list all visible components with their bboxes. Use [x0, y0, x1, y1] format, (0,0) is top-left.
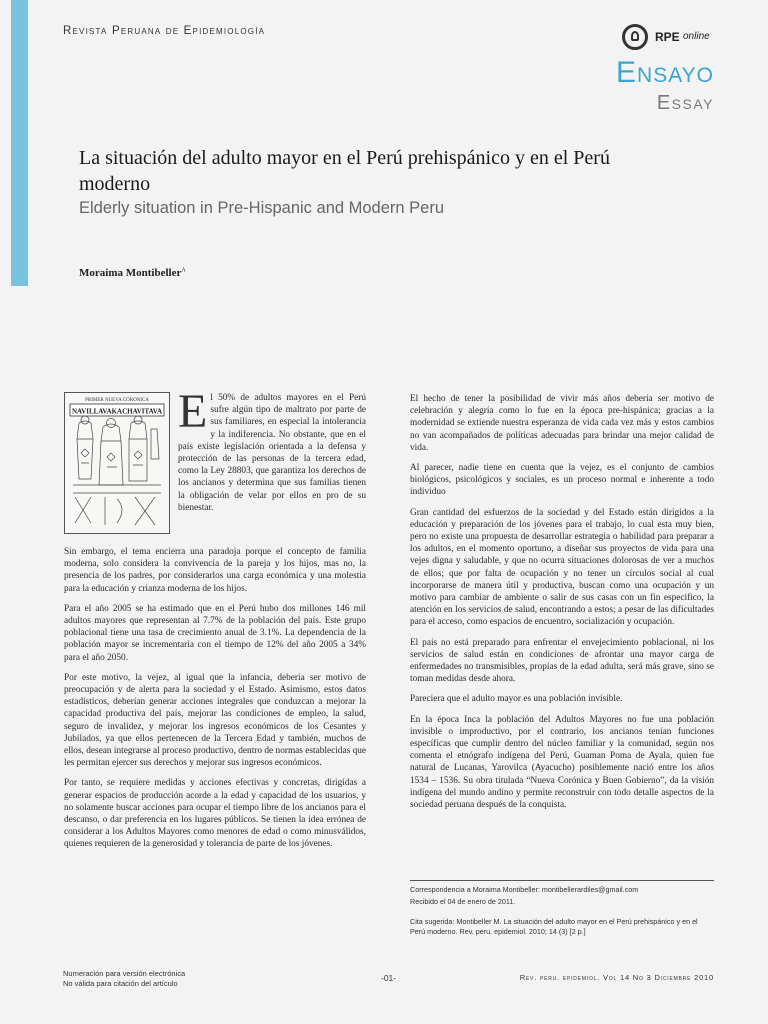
logo-online-text: online: [683, 31, 710, 42]
author-text: Moraima Montibeller: [79, 267, 182, 279]
electronic-line-2: No válida para citación del artículo: [63, 979, 178, 988]
correspondence-note: Correspondencia a Moraima Montibeller: montibellerardiles@gmail.com: [410, 885, 639, 894]
paragraph: El país no está preparado para enfrentar el envejecimiento poblacional, ni los servicios de salud están en condiciones de afrontar una mayor carga de enfermedades no transmisibles, propias de la edad adulta, será más grave, sino se toman medidas desde ahora.: [410, 637, 714, 685]
intro-text: l 50% de adultos mayores en el Perú sufre algún tipo de maltrato por parte de sus familiares, en especial la intolerancia y la indiferencia. No obstante, que en el país existe legislación orientada a la defensa y protección de las personas de la tercera edad, como la Ley 28803, que garantiza los derechos de los ancianos y determina que sus familias tienen la obligación de velar por ellos en pro de su bienestar.: [178, 393, 366, 513]
article-subtitle: Elderly situation in Pre-Hispanic and Modern Peru: [79, 199, 445, 217]
rpe-online-logo[interactable]: [622, 22, 722, 56]
page-number: -01-: [381, 973, 397, 983]
author-name: [79, 267, 186, 279]
citation-note: Cita sugerida: Montibeller M. La situación del adulto mayor en el Perú prehispánico y en el Perú moderno. Rev. peru. epidemiol. 2010; 14 (3) [2 p.]: [410, 917, 698, 936]
article-title: La situación del adulto mayor en el Perú prehispánico y en el Perú moderno: [79, 147, 610, 195]
sidebar-accent-bar: [11, 0, 28, 286]
lock-icon: [622, 24, 648, 50]
engraving-banner: NAVILLAVAKACHAVITAVA: [72, 407, 163, 416]
paragraph: El hecho de tener la posibilidad de vivir más años debería ser motivo de celebración y alegría como lo fue en la época pre-hispánica; gracias a la modernidad se extiende nuestra esperanza de vida cada vez más y estos cambios no van acompañados de políticas adecuadas para brindar una mejor calidad de vida.: [410, 394, 714, 453]
author-affiliation: A: [181, 267, 186, 274]
section-label-es: Ensayo: [616, 56, 714, 89]
left-column: [64, 546, 366, 859]
paragraph: Por este motivo, la vejez, al igual que la infancia, debería ser motivo de preocupación y de alerta para la sociedad y el Estado. Asimismo, estos datos estadísticos, deberían generar acciones integrales que conduzcan a mejorar la capacidad productiva del país, mejorar las condiciones de empleo, la salud, seguro de invalidez, y mejorar los ingresos económicos de los Cesantes y Jubilados, ya que ellos pertenecen de la Tercera Edad y también, muchos de ellos, desean integrarse al proceso productivo, dentro de normas establecidas que les permitan ejercer sus derechos y mejorar sus ingresos económicos.: [64, 672, 366, 769]
electronic-line-1: Numeración para versión electrónica: [63, 969, 186, 978]
engraving-caption: PRIMER NUEVA CORONICA: [85, 398, 149, 403]
received-note: Recibido el 04 de enero de 2011.: [410, 897, 516, 906]
drop-cap: E: [178, 385, 208, 438]
paragraph: En la época Inca la población del Adultos Mayores no fue una población invisible o improductivo, por el contrario, los ancianos tenían funciones específicas que cumplir dentro del núcleo familiar y la comunidad, según nos comenta el etnógrafo indígena del Perú, Guaman Poma de Ayala, quien fue natural de Lucanas, Yarovilca (Ayacucho) posiblemente nació entre los años 1534 – 1536. Su obra titulada “Nueva Corónica y Buen Gobierno”, da la visión indígena del mundo andino y permite reconstruir con todo detalle aspectos de la sociedad peruana después de la conquista.: [410, 714, 714, 811]
electronic-version-note: [63, 969, 185, 989]
logo-rpe-text: RPE: [655, 30, 680, 44]
paragraph: Por tanto, se requiere medidas y acciones efectivas y concretas, dirigidas a generar espacios de producción acorde a la edad y capacidad de los usuarios, y no solamente buscar acciones para ocupar el tiempo libre de los ancianos para el descanso, o dar preferencia en los lugares públicos. Se tienen la idea errónea de considerar a los Adultos Mayores como menores de edad o como minusválidos, quienes requieren de la generosidad y tolerancia de parte de los jóvenes.: [64, 778, 366, 850]
intro-paragraph: [178, 385, 366, 514]
footnote-divider: [410, 880, 714, 881]
guaman-poma-engraving-icon: [64, 392, 170, 534]
paragraph: Pareciera que el adulto mayor es una población invisible.: [410, 694, 623, 705]
right-column: [410, 393, 714, 819]
paragraph: Gran cantidad del esfuerzos de la sociedad y del Estado están dirigidos a la educación y preparación de los jóvenes para el trabajo, lo cual esta muy bien, pero no existe una propuesta de desarrollar estrategia o habilidad para preparar a los adultos, en el momento oportuno, a diseñar sus proyectos de vida para una vejes digna y saludable, y que no ocurra situaciones dolorosas de ver a muchos de ellos; que por falta de ocupación y no tener un círculos social al cual incorporarse de manera útil y productiva, buscan como una ocupación y un motivo para cambiar de ambiente o salir de sus casas con un fin especifico, la atención en los servicios de salud, encontrando a estos; a pesar de las dificultades para el acceso, como espacios de encuentro, socialización y ocupación.: [410, 507, 714, 628]
section-label-en: Essay: [656, 92, 714, 114]
issue-info: Rev. peru. epidemiol. Vol 14 No 3 Diciembre 2010: [519, 973, 714, 982]
journal-name: Revista Peruana de Epidemiología: [63, 25, 266, 37]
paragraph: Sin embargo, el tema encierra una paradoja porque el concepto de familia moderna, solo considera la convivencia de la pareja y los hijos, mas no, la presencia de los padres, por considerarlos una carga económica y una molestia para la educación y crianza moderna de los hijos.: [64, 547, 366, 594]
paragraph: Al parecer, nadie tiene en cuenta que la vejez, es el conjunto de cambios biológicos, psicológicos y sociales, es un proceso normal e inherente a todo individuo: [410, 463, 714, 498]
paragraph: Para el año 2005 se ha estimado que en el Perú hubo dos millones 146 mil adultos mayores que representan al 7.7% de la población del país. Este grupo poblacional tiene una tasa de crecimiento anual de 3.1%. La dependencia de la población mayor se incrementaría con el tiempo de 12% del año 2005 a 34% para el año 2050.: [64, 603, 366, 663]
